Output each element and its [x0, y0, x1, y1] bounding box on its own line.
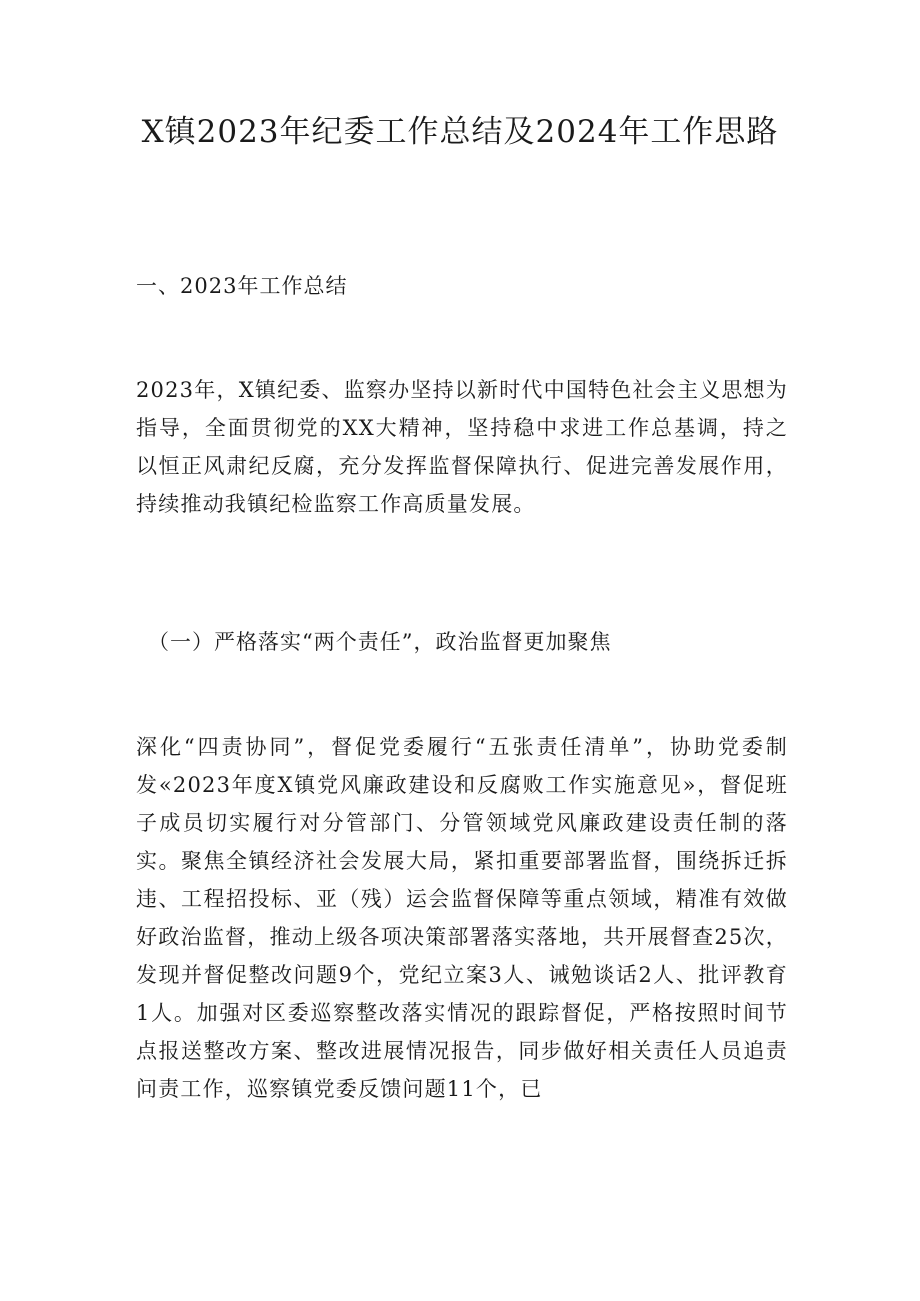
section-heading: 一、2023年工作总结 [136, 274, 348, 298]
body-paragraph: 深化“四责协同”，督促党委履行“五张责任清单”，协助党委制发«2023年度X镇党风廉政建设和反腐败工作实施意见»，督促班子成员切实履行对分管部门、分管领域党风廉政建设责任制的落实。聚焦全镇经济社会发展大局，紧扣重要部署监督，围绕拆迁拆违、工程招投标、亚（残）运会监督保障等重点领域，精准有效做好政治监督，推动上级各项决策部署落实落地，共开展督查25次，发现并督促整改问题9个，党纪立案3人、诫勉谈话2人、批评教育1人。加强对区委巡察整改落实情况的跟踪督促，严格按照时间节点报送整改方案、整改进展情况报告，同步做好相关责任人员追责问责工作，巡察镇党委反馈问题11个，已 [136, 735, 788, 1101]
subsection-heading: （一）严格落实“两个责任”，政治监督更加聚焦 [148, 630, 612, 654]
body-paragraph: 2023年，X镇纪委、监察办坚持以新时代中国特色社会主义思想为指导，全面贯彻党的XX大精神，坚持稳中求进工作总基调，持之以恒正风肃纪反腐，充分发挥监督保障执行、促进完善发展作用，持续推动我镇纪检监察工作高质量发展。 [136, 378, 788, 516]
document-title: X镇2023年纪委工作总结及2024年工作思路 [141, 114, 779, 150]
